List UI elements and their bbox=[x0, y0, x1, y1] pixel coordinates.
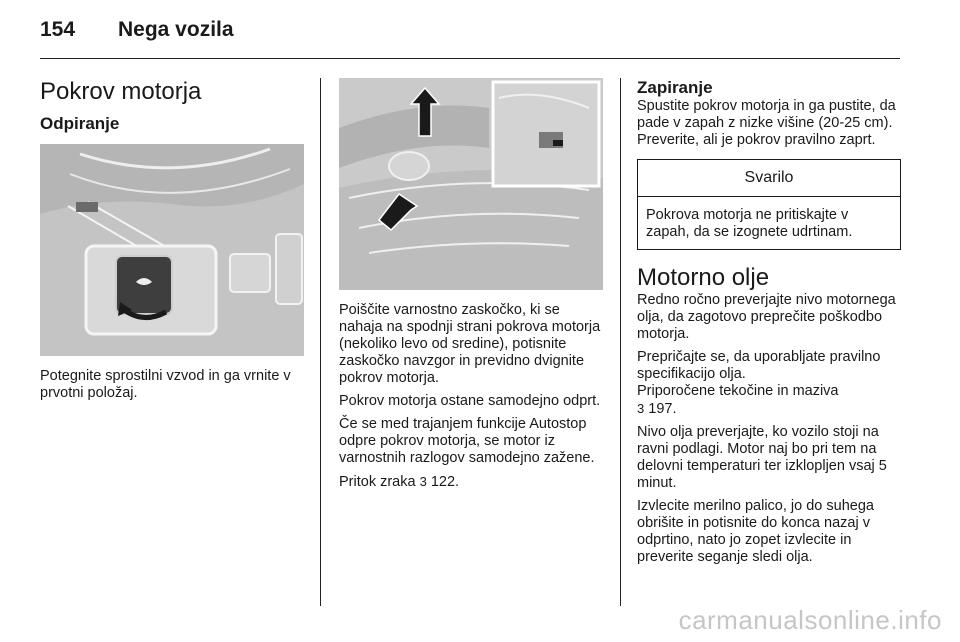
safety-catch-drawing bbox=[339, 78, 603, 290]
opening-caption: Potegnite sprostilni vzvod in ga vrnite v prvotni položaj. bbox=[40, 368, 291, 401]
warning-text: Pokrova motorja ne pritiskajte v zapah, da se izognete udrtinam. bbox=[646, 207, 853, 240]
column-1 bbox=[40, 78, 304, 408]
page-title: Pokrov motorja bbox=[40, 78, 202, 105]
page-number: 154 bbox=[40, 18, 76, 41]
closing-heading: Zapiranje bbox=[637, 78, 713, 97]
column-3 bbox=[637, 78, 901, 572]
section-title: Nega vozila bbox=[118, 18, 234, 41]
watermark: carmanualsonline.info bbox=[678, 605, 942, 635]
column-divider-1 bbox=[320, 78, 321, 606]
oil-paragraph-2 bbox=[637, 349, 901, 418]
release-lever-illustration bbox=[40, 144, 304, 356]
safety-catch-illustration bbox=[339, 78, 603, 290]
column-2 bbox=[339, 78, 603, 497]
oil-heading: Motorno olje bbox=[637, 264, 770, 291]
oil-paragraph-4: Izvlecite merilno palico, jo do suhega obrišite in potisnite do konca nazaj v odprtino, nato jo zopet izvlecite in preverite seganje sledi olja. bbox=[637, 498, 874, 565]
paragraph-3: Če se med trajanjem funkcije Autostop odpre pokrov motorja, se motor iz varnostnih razlogov samodejno zažene. bbox=[339, 416, 595, 466]
page-ref-arrow-icon: 3 bbox=[637, 401, 645, 416]
airflow-reference bbox=[339, 473, 603, 491]
warning-box bbox=[637, 159, 901, 250]
page-header bbox=[40, 18, 234, 42]
airflow-page-link[interactable]: 122. bbox=[430, 474, 460, 490]
fluids-page-link[interactable]: 197. bbox=[648, 401, 677, 417]
oil-paragraph-3: Nivo olja preverjajte, ko vozilo stoji na ravni podlagi. Motor naj bo pri tem na delovni temperaturi ter izklopljen vsaj 5 minut. bbox=[637, 424, 887, 491]
header-rule bbox=[40, 58, 900, 59]
opening-heading: Odpiranje bbox=[40, 114, 120, 133]
oil-fluids-text: Priporočene tekočine in maziva bbox=[637, 383, 839, 399]
column-divider-2 bbox=[620, 78, 621, 606]
release-lever-drawing bbox=[40, 144, 304, 356]
page-ref-arrow-icon: 3 bbox=[419, 474, 427, 489]
closing-text: Spustite pokrov motorja in ga pustite, da pade v zapah z nizke višine (20-25 cm). Preverite, ali je pokrov pravilno zaprt. bbox=[637, 98, 896, 148]
oil-paragraph-1: Redno ročno preverjajte nivo motornega olja, da zagotovo preprečite poškodbo motorja. bbox=[637, 292, 896, 342]
paragraph-2: Pokrov motorja ostane samodejno odprt. bbox=[339, 393, 601, 409]
paragraph-1: Poiščite varnostno zaskočko, ki se nahaja na spodnji strani pokrova motorja (nekoliko levo od sredine), potisnite zaskočko navzgor in previdno dvignite pokrov motorja. bbox=[339, 302, 601, 386]
oil-spec-text: Prepričajte se, da uporabljate pravilno specifikacijo olja. bbox=[637, 349, 881, 382]
warning-title: Svarilo bbox=[638, 160, 900, 197]
airflow-text: Pritok zraka bbox=[339, 474, 416, 490]
